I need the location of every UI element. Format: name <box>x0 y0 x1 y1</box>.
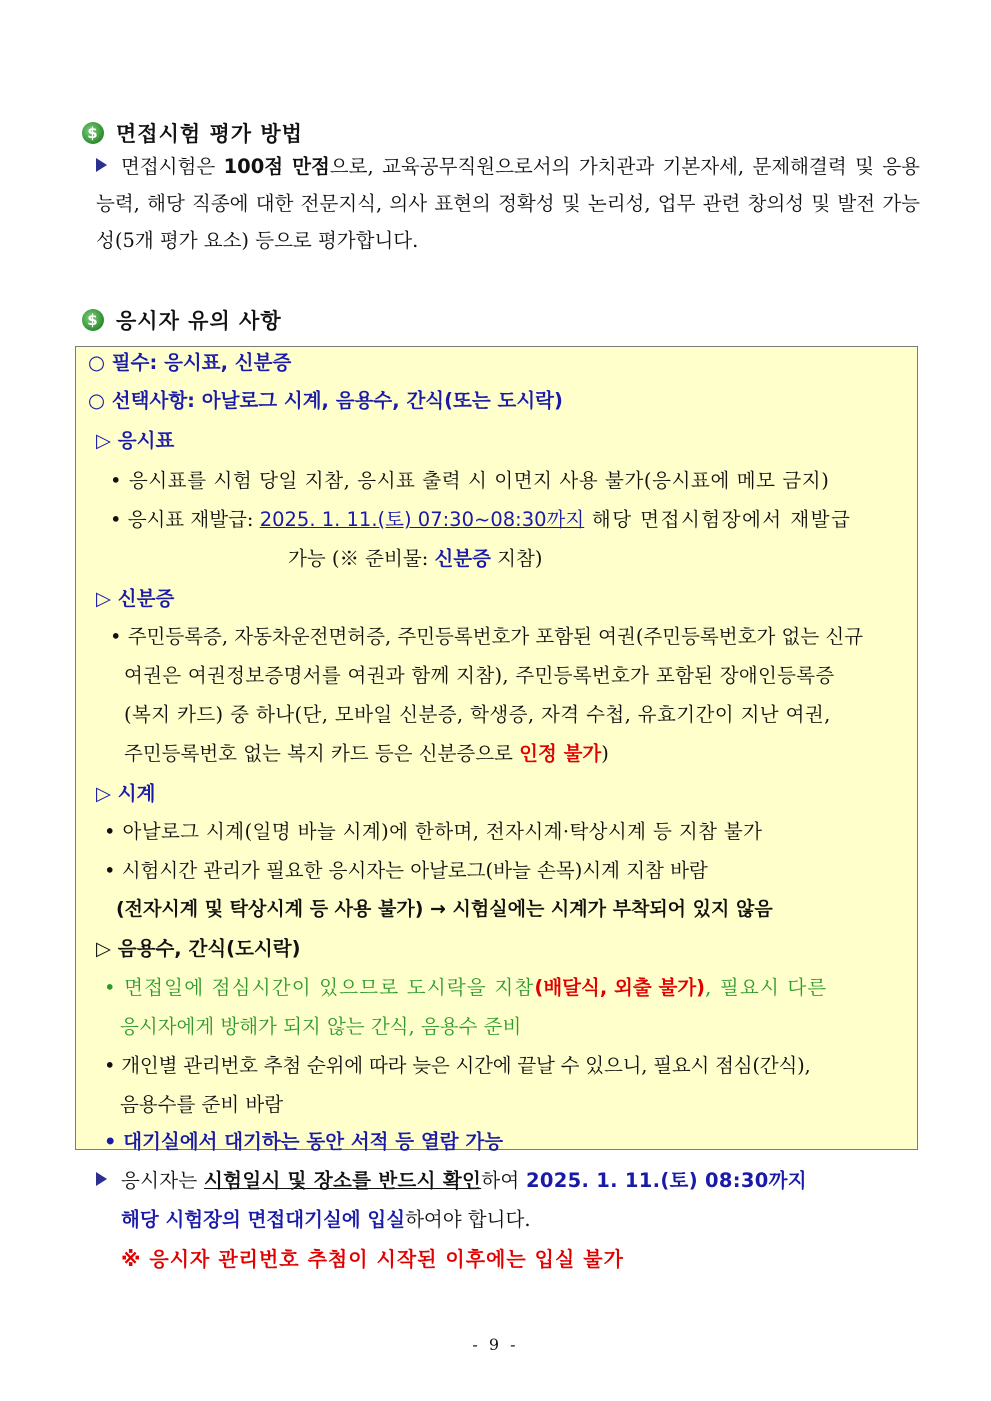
food-line1: • 면접일에 점심시간이 있으므로 도시락을 지참(배달식, 외출 불가), 필요시 다른 <box>104 976 828 999</box>
section-heading-notice <box>82 305 282 335</box>
food-line5: • 대기실에서 대기하는 동안 서적 등 열람 가능 <box>104 1130 504 1153</box>
triangle-bullet-icon <box>96 158 107 172</box>
ticket-line2: • 응시표 재발급: 2025. 1. 11.(토) 07:30~08:30까지 해당 면접시험장에서 재발급 <box>110 508 852 531</box>
reissue-date: 2025. 1. 11.(토) 07:30~08:30까지 <box>259 508 585 531</box>
notice-box <box>75 346 918 1153</box>
section-title: 응시자 유의 사항 <box>116 309 282 333</box>
dollar-circle-icon: $ <box>82 122 104 144</box>
entry-deadline: 2025. 1. 11.(토) 08:30까지 <box>525 1169 807 1192</box>
full-score-text: 100점 만점 <box>223 155 330 178</box>
dollar-circle-icon: $ <box>82 309 104 331</box>
ticket-line3: 가능 (※ 준비물: 신분증 지참) <box>288 547 543 570</box>
watch-heading: ▷ 시계 <box>96 782 156 805</box>
notice-line2: 해당 시험장의 면접대기실에 입실하여야 합니다. <box>121 1208 531 1231</box>
watch-line1: • 아날로그 시계(일명 바늘 시계)에 한하며, 전자시계·탁상시계 등 지참 불가 <box>104 820 763 843</box>
id-line2: 여권은 여권정보증명서를 여권과 함께 지참), 주민등록번호가 포함된 장애인등록증 <box>124 664 835 687</box>
id-line4: 주민등록번호 없는 복지 카드 등은 신분증으로 인정 불가) <box>124 742 609 765</box>
food-line4: 음용수를 준비 바람 <box>120 1093 284 1116</box>
notice-line1: 응시자는 시험일시 및 장소를 반드시 확인하여 2025. 1. 11.(토) 08:30까지 <box>96 1165 807 1193</box>
optional-items: ○ 선택사항: 아날로그 시계, 음용수, 간식(또는 도시락) <box>88 389 563 412</box>
required-items: ○ 필수: 응시표, 신분증 <box>88 351 292 374</box>
ticket-line1: • 응시표를 시험 당일 지참, 응시표 출력 시 이면지 사용 불가(응시표에 메모 금지) <box>110 469 830 492</box>
section-title: 면접시험 평가 방법 <box>116 122 303 146</box>
ticket-heading: ▷ 응시표 <box>96 429 175 452</box>
triangle-bullet-icon <box>96 1172 107 1186</box>
food-heading: ▷ 음용수, 간식(도시락) <box>96 937 301 960</box>
watch-line2: • 시험시간 관리가 필요한 응시자는 아날로그(바늘 손목)시계 지참 바람 <box>104 859 708 882</box>
watch-line3: (전자시계 및 탁상시계 등 사용 불가) → 시험실에는 시계가 부착되어 있지 않음 <box>116 898 773 920</box>
id-line3: (복지 카드) 중 하나(단, 모바일 신분증, 학생증, 자격 수첩, 유효기간이 지난 여권, <box>124 703 831 726</box>
food-line2: 응시자에게 방해가 되지 않는 간식, 음용수 준비 <box>120 1015 522 1038</box>
page-number: - 9 - <box>472 1335 519 1354</box>
evaluation-paragraph: 면접시험은 100점 만점으로, 교육공무직원으로서의 가치관과 기본자세, 문제해결력 및 응용 능력, 해당 직종에 대한 전문지식, 의사 표현의 정확성 및 논리성, 업무 관련 창의성 및 발전 가능성(5개 평가 요소) 등으로 평가합니다. <box>96 155 920 252</box>
id-heading: ▷ 신분증 <box>96 587 175 610</box>
section-heading-evaluation <box>82 118 303 148</box>
entry-warning: ※ 응시자 관리번호 추첨이 시작된 이후에는 입실 불가 <box>121 1247 624 1271</box>
id-line1: • 주민등록증, 자동차운전면허증, 주민등록번호가 포함된 여권(주민등록번호가 없는 신규 <box>110 625 864 648</box>
food-line3: • 개인별 관리번호 추첨 순위에 따라 늦은 시간에 끝날 수 있으니, 필요시 점심(간식), <box>104 1054 811 1077</box>
